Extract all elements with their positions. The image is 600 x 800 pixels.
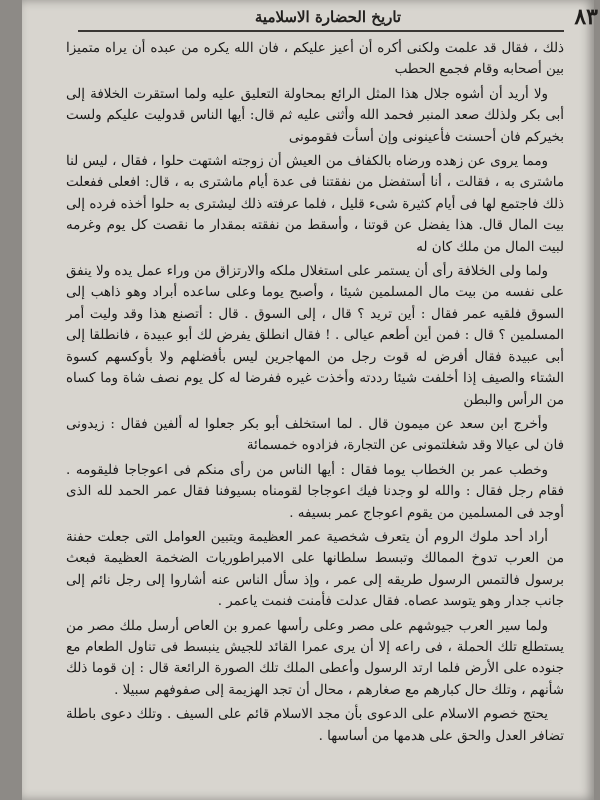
paragraph-6: وخطب عمر بن الخطاب يوما فقال : أيها الناس من رأى منكم فى اعوجاجا فليقومه . فقام رجل فقال : والله لو وجدنا فيك اعوجاجا لقومناه بسيوفنا فقال عمر الحمد لله الذى أوجد فى المسلمين من يقوم اعوجاج عمر بسيفه . (66, 462, 564, 521)
book-page (22, 0, 598, 800)
running-title: تاريخ الحضارة الاسلامية (254, 8, 402, 26)
paragraph-4: ولما ولى الخلافة رأى أن يستمر على استغلال ملكه والارتزاق من وراء عمل يده ولا ينفق على نفسه من بيت مال المسلمين شيئا ، وأصبح يوما وعلى ساعده أبراد وهو ذاهب إلى السوق فلقيه عمر فقال : أين تريد ؟ قال ، إلى السوق . قال : أتصنع هذا وقد وليت أمر المسلمين ؟ قال : فمن أين أطعم عيالى . ! فقال انطلق يفرض لك أبو عبيدة ، فانطلقا إلى أبى عبيدة فقال أفرض له قوت رجل من المهاجرين ليس بأفضلهم ولا بأوكسهم كسوة الشتاء والصيف إذا أخلفت شيئا رددته وأخذت غيره ففرضا له كل يوم نصف شاة وما كساه من الرأس والبطن (66, 264, 564, 408)
header-rule (78, 30, 564, 32)
paragraph-9: يحتج خصوم الاسلام على الدعوى بأن مجد الاسلام قائم على السيف . وتلك دعوى باطلة تضافر العدل والحق على هدمها من أساسها . (66, 707, 564, 744)
paragraph-2: ولا أريد أن أشوه جلال هذا المثل الرائع بمحاولة التعليق عليه ولما استقرت الخلافة إلى أبى بكر ولذلك صعد المنبر فحمد الله وأثنى عليه ثم قال: أيها الناس قدوليت عليكم ولست بخيركم فان أحسنت فأعينونى وإن أسأت فقومونى (66, 86, 564, 145)
paragraph-8: ولما سير العرب جيوشهم على مصر وعلى رأسها عمرو بن العاص أرسل ملك مصر من يستطلع تلك الحملة ، فى راعه إلا أن يرى عمرا القائد للجيش ينبسط فى تناول الطعام مع جنوده على الأرض فلما ارتد الرسول وأعطى الملك تلك الصورة الرائعة قال : إن قوما ذلك شأنهم ، وتلك حال كبارهم مع صغارهم ، محال أن تجد الهزيمة إلى صفوفهم سبيلا . (66, 618, 564, 698)
paragraph-1: ذلك ، فقال قد علمت ولكنى أكره أن أعيز عليكم ، فان الله يكره من عبده أن يراه متميزا بين أصحابه وقام فجمع الحطب (66, 41, 564, 78)
paragraph-5: وأخرج ابن سعد عن ميمون قال . لما استخلف أبو بكر جعلوا له ألفين فقال : زيدونى فان لى عيالا وقد شغلتمونى عن التجارة، فزادوه خمسمائة (66, 416, 564, 454)
paragraph-7: أراد أحد ملوك الروم أن يتعرف شخصية عمر العظيمة ويتبين العوامل التى جعلت حفنة من العرب تدوخ الممالك وتبسط سلطانها على الامبراطوريات الضخمة العظيمة فبعث برسول فالتمس الرسول طريقه إلى عمر ، وإذ سأل الناس عنه أشاروا إلى رجل نائم إلى جانب جدار وهو يتوسد عصاه. فقال عدلت فأمنت فنمت ياعمر . (66, 529, 564, 610)
paragraph-3: ومما يروى عن زهده ورضاه بالكفاف من العيش أن زوجته اشتهت حلوا ، فقال ، ليس لنا ماشترى به ، فقالت ، أنا أستفضل من نفقتنا فى عدة أيام ماشترى به ، قال: افعلى ففعلت ذلك فاجتمع لها فى أيام كثيرة شىء قليل ، فلما عرفته ذلك ليشترى به حلوا أخذه فرده إلى بيت المال قال. هذا يفضل عن قوتنا ، وأسقط من نفقته بمقدار ما نقصت كل يوم وغرمه لبيت المال من ملك كان له (66, 154, 564, 255)
page-number: ٨٣ (574, 4, 598, 30)
page-text (66, 38, 564, 796)
